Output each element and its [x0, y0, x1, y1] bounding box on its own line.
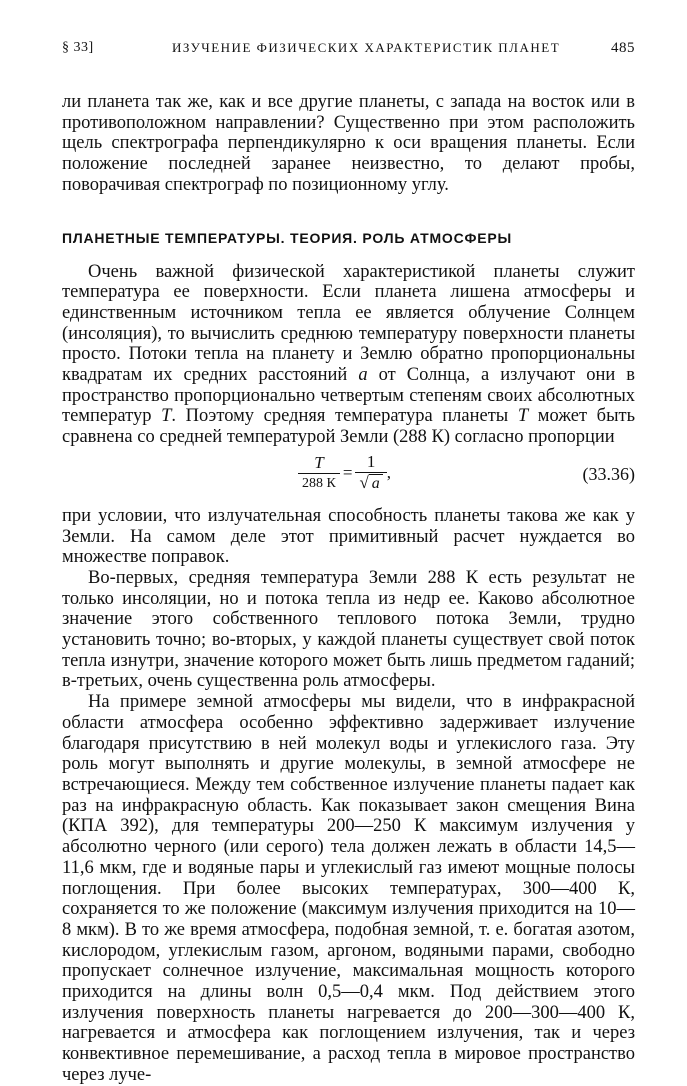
radicand: a — [369, 474, 383, 492]
equation-number: (33.36) — [582, 463, 635, 484]
sqrt-sign: √ — [359, 472, 369, 492]
formula-comma: , — [386, 462, 392, 482]
text-segment: Очень важной физической характеристикой планеты служит температура ее поверхности. Если планета лишена атмосферы и единственным источником тепла ее является облучение Солнцем (инсоляция), то вычислить среднюю температуру поверхности планеты просто. Потоки тепла на планету и Землю обратно пропорциональны квадратам их средних расстояний — [62, 261, 635, 386]
equation-33-36 — [62, 450, 635, 502]
variable-a: a — [358, 365, 368, 386]
fraction-numerator: T — [314, 452, 324, 472]
fraction-left — [298, 453, 340, 493]
fraction-denominator: 288 К — [298, 473, 340, 493]
page-number: 485 — [611, 40, 635, 56]
formula — [298, 452, 391, 494]
section-heading: ПЛАНЕТНЫЕ ТЕМПЕРАТУРЫ. ТЕОРИЯ. РОЛЬ АТМОСФЕРЫ — [62, 229, 513, 246]
continuation-paragraph: ли планета так же, как и все другие планеты, с запада на восток или в противоположном направлении? Существенно при этом расположить щель спектрографа перпендикулярно к оси вращения планеты. Если положение последней заранее неизвестно, то делают пробы, поворачивая спектрограф по позиционному углу. — [62, 92, 635, 195]
variable-T: T — [161, 406, 172, 427]
variable-T: T — [517, 406, 529, 427]
running-title: ИЗУЧЕНИЕ ФИЗИЧЕСКИХ ХАРАКТЕРИСТИК ПЛАНЕТ — [172, 40, 561, 55]
paragraph-corrections: Во-первых, средняя температура Земли 288 К есть результат не только инсоляции, но и потока тепла из недр ее. Каково абсолютное значение этого собственного теплового потока Земли, трудно установить точно; во-вторых, у каждой планеты существует свой поток тепла изнутри, значение которого может быть лишь предметом гаданий; в-третьих, очень существенна роль атмосферы. — [62, 567, 635, 692]
book-page — [62, 40, 635, 1086]
text-segment: от Солнца, а излучают они в пространство пропорционально четвертым степеням своих абсолютных температур — [62, 365, 636, 427]
fraction-denominator — [355, 472, 386, 494]
paragraph-temperature-intro — [62, 262, 635, 448]
paragraph-emissivity: при условии, что излучательная способность планеты такова же как у Земли. На самом деле этот примитивный расчет нуждается во множестве поправок. — [62, 505, 635, 568]
running-head — [62, 40, 635, 62]
text-segment: . Поэтому средняя температура планеты — [171, 406, 509, 427]
paragraph-atmosphere: На примере земной атмосферы мы видели, что в инфракрасной области атмосфера особенно эффективно задерживает излучение благодаря присутствию в ней молекул воды и углекислого газа. Эту роль могут выполнять и другие молекулы, в земной атмосфере не встречающиеся. Между тем собственное излучение планеты падает как раз на инфракрасную область. Как показывает закон смещения Вина (КПА 392), для температуры 200—250 К максимум излучения у абсолютно черного (или серого) тела должен лежать в области 14,5—11,6 мкм, где и водяные пары и углекислый газ имеют мощные полосы поглощения. При более высоких температурах, 300—400 К, сохраняется то же положение (максимум излучения приходится на 10—8 мкм). В то же время атмосфера, подобная земной, т. е. богатая азотом, кислородом, углекислым газом, аргоном, водяными парами, свободно пропускает солнечное излучение, максимальная мощность которого приходится на длины волн 0,5—0,4 мкм. Под действием этого излучения поверхность планеты нагревается до 200—300—400 К, нагревается и атмосфера как поглощением излучения, так и через конвективное перемешивание, а расход тепла в мировое пространство через луче- — [62, 692, 635, 1085]
text-segment: может быть сравнена со средней температурой Земли (288 К) согласно пропорции — [62, 406, 636, 448]
section-reference: § 33] — [62, 40, 94, 55]
fraction-right — [355, 452, 386, 494]
equals-sign: = — [342, 462, 353, 482]
fraction-numerator: 1 — [366, 451, 376, 471]
